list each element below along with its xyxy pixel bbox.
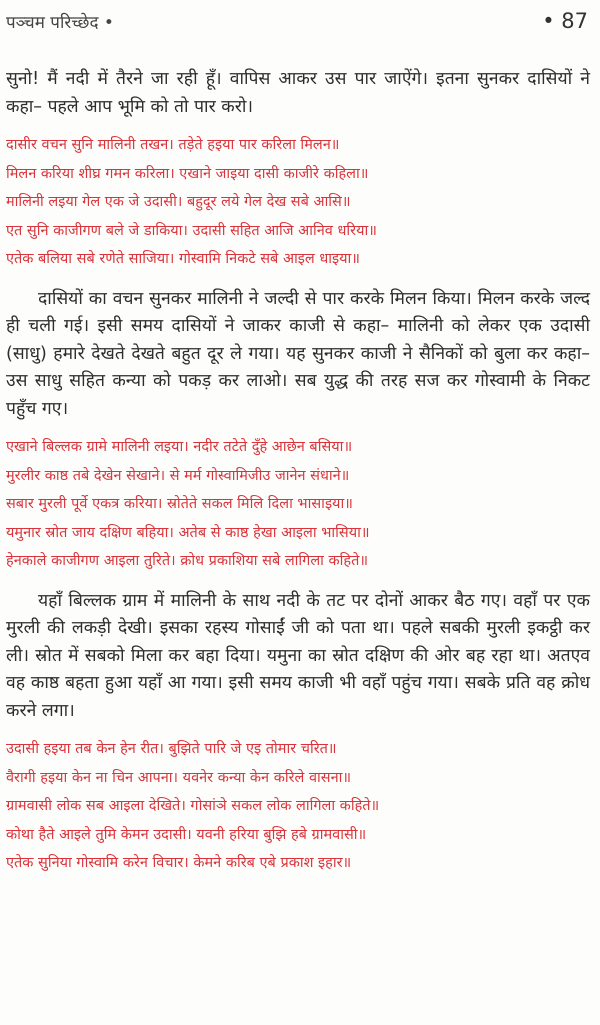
verse-line: दासीर वचन सुनि मालिनी तखन। तड़ेते हइया पार करिला मिलन॥: [6, 137, 340, 153]
verse-line: मुरलीर काष्ठ तबे देखेन सेखाने। से मर्म गोस्वामिजीउ जानेन संधाने॥: [6, 467, 350, 484]
verse-line: वैरागी हइया केन ना चिन आपना। यवनेर कन्या केन करिले वासना॥: [6, 769, 352, 786]
verse-line: ग्रामवासी लोक सब आइला देखिते। गोसांञे सकल लोक लागिला कहिते॥: [6, 798, 380, 814]
verse-block-2: [6, 433, 590, 576]
page-number: • 87: [542, 9, 588, 33]
prose-paragraph-2: [6, 286, 590, 424]
paragraph-text: यहाँ बिल्लक ग्राम में मालिनी के साथ नदी के तट पर दोनों आकर बैठ गए। वहाँ पर एक मुरली की लकड़ी देखी। इसका रहस्य गोसाईं जी को पता था। पहले सबकी मुरली इकट्ठी कर ली। स्रोत में सबको मिला कर बहा दिया। यमुना का स्रोत दक्षिण की ओर बह रहा था। अतएव वह काष्ठ बहता हुआ यहाँ आ गया। इसी समय काजी भी वहाँ पहुंच गया। सबके प्रति वह क्रोध करने लगा।: [6, 590, 590, 721]
verse-line: एतेक सुनिया गोस्वामि करेन विचार। केमने करिब एबे प्रकाश इहार॥: [6, 855, 352, 871]
page-header: [6, 6, 588, 36]
verse-line: एतेक बलिया सबे रणेते साजिया। गोस्वामि निकटे सबे आइल धाइया॥: [6, 251, 360, 267]
page-content: [6, 66, 590, 890]
verse-line: हेनकाले काजीगण आइला तुरिते। क्रोध प्रकाशिया सबे लागिला कहिते॥: [6, 553, 369, 569]
paragraph-text: सुनो! मैं नदी में तैरने जा रही हूँ। वापिस आकर उस पार जाऐंगे। इतना सुनकर दासियों ने कहा– पहले आप भूमि को तो पार करो।: [6, 69, 590, 117]
verse-block-1: [6, 131, 590, 274]
verse-line: मालिनी लइया गेल एक जे उदासी। बहुदूर लये गेल देख सबे आसि॥: [6, 194, 351, 210]
paragraph-text: दासियों का वचन सुनकर मालिनी ने जल्दी से पार करके मिलन किया। मिलन करके जल्द ही चली गई। इसी समय दासियों ने जाकर काजी से कहा– मालिनी को लेकर एक उदासी (साधु) हमारे देखते देखते बहुत दूर ले गया। यह सुनकर काजी ने सैनिकों को बुला कर कहा– उस साधु सहित कन्या को पकड़ कर लाओ। सब युद्ध की तरह सज कर गोस्वामी के निकट पहुँच गए।: [6, 288, 590, 419]
verse-line: एखाने बिल्लक ग्रामे मालिनी लइया। नदीर तटेते दुँहे आछेन बसिया॥: [6, 439, 353, 455]
chapter-title: पञ्चम परिच्छेद •: [6, 12, 114, 33]
verse-line: एत सुनि काजीगण बले जे डाकिया। उदासी सहित आजि आनिव धरिया॥: [6, 222, 377, 239]
prose-paragraph-3: [6, 588, 590, 726]
verse-block-3: [6, 735, 590, 878]
verse-line: कोथा हैते आइले तुमि केमन उदासी। यवनी हरिया बुझि हबे ग्रामवासी॥: [6, 826, 367, 843]
verse-line: सबार मुरली पूर्वे एकत्र करिया। स्रोतेते सकल मिलि दिला भासाइया॥: [6, 496, 353, 512]
prose-paragraph-1: [6, 66, 590, 121]
verse-line: यमुनार स्रोत जाय दक्षिण बहिया। अतेब से काष्ठ हेखा आइला भासिया॥: [6, 524, 370, 541]
verse-line: मिलन करिया शीघ्र गमन करिला। एखाने जाइया दासी काजीरे कहिला॥: [6, 165, 369, 182]
verse-line: उदासी हइया तब केन हेन रीत। बुझिते पारि जे एइ तोमार चरित॥: [6, 741, 337, 757]
